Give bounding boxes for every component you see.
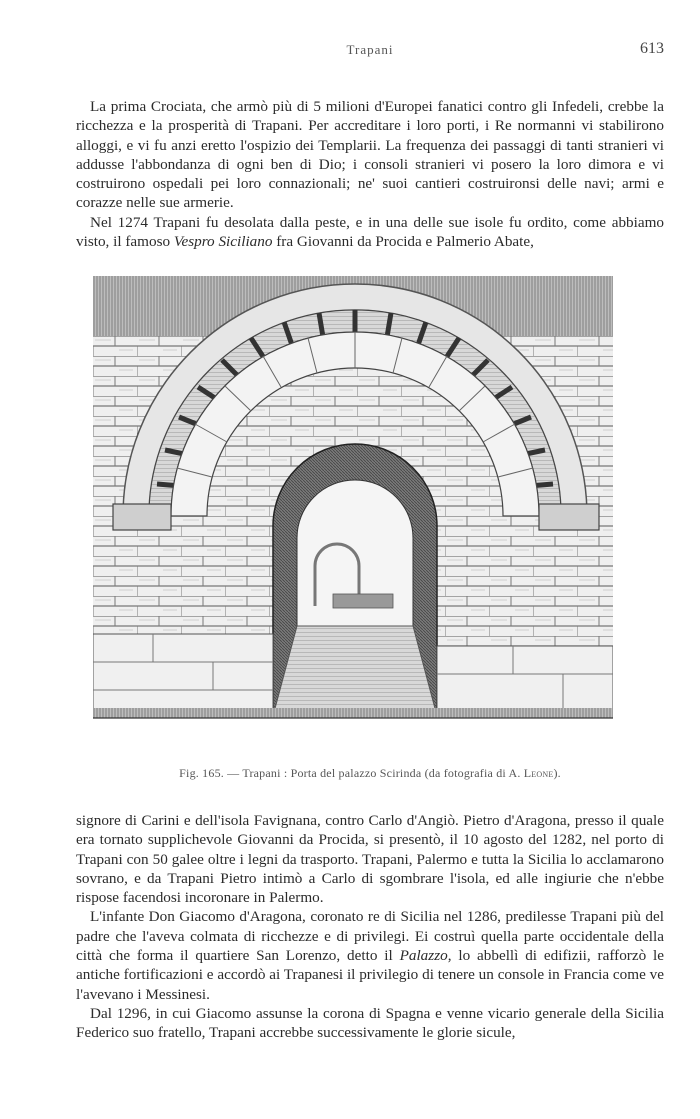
- page-number: 613: [640, 40, 664, 57]
- italic-title: Vespro Siciliano: [173, 233, 273, 251]
- figure-engraving-archway: [93, 276, 613, 728]
- archway-illustration: [93, 276, 613, 728]
- text-block-top: [76, 97, 664, 251]
- paragraph: signore di Carini e dell'isola Favignana, contro Carlo d'Angiò. Pietro d'Aragona, presso il quale era tornato supplichevole Giovanni da Procida, si presentò, il 10 agosto del 1282, nel porto di Trapani con 50 galee oltre i legni da trasporto. Trapani, Palermo e tutta la Sicilia lo acclamarono sovrano, e da Trapani Pietro intimò a Carlo di sgombrare l'isola, ed alle ingiurie che n'ebbe rispose facendosi incoronare in Palermo.: [76, 812, 664, 907]
- running-title: Trapani: [346, 42, 394, 57]
- paragraph: La prima Crociata, che armò più di 5 milioni d'Europei fanatici contro gli Infedeli, crebbe la ricchezza e la prosperità di Trapani. Per accreditare i loro porti, i Re normanni vi stabilirono alloggi, e vi fu anzi eretto l'ospizio dei Templarii. La frequenza dei passaggi di tanti stranieri vi addusse l'abbondanza di ogni ben di Dio; i consoli stranieri vi posero la loro dimora e vi costruirono ospedali pei loro connazionali; ne' suoi cantieri costruironsi delle navi; armi e corazze nelle sue armerie.: [76, 98, 664, 212]
- caption-author: Leone: [523, 766, 554, 780]
- text-block-bottom: [76, 811, 664, 1043]
- figure-caption: Fig. 165. — Trapani : Porta del palazzo Scirinda (da fotografia di A. Leone).: [179, 766, 561, 780]
- page-header: [76, 42, 664, 62]
- italic-place-name: Palazzo: [399, 947, 448, 965]
- paragraph: Nel 1274 Trapani fu desolata dalla peste, e in una delle sue isole fu ordito, come abbiamo visto, il famoso Vespro Siciliano fra Giovanni da Procida e Palmerio Abate,: [76, 213, 664, 251]
- paragraph: L'infante Don Giacomo d'Aragona, coronato re di Sicilia nel 1286, predilesse Trapani più del padre che l'aveva colmata di ricchezze e di privilegi. Ei costruì quella parte occidentale della città che forma il quartiere San Lorenzo, detto il Palazzo, lo abbellì di edifizii, rafforzò le antiche fortificazioni e accordò ai Trapanesi il privilegio di tenere un console in Francia come ve l'avevano i Messinesi.: [76, 908, 664, 1003]
- paragraph: Dal 1296, in cui Giacomo assunse la corona di Spagna e venne vicario generale della Sicilia Federico suo fratello, Trapani accrebbe successivamente le glorie sicule,: [76, 1004, 664, 1042]
